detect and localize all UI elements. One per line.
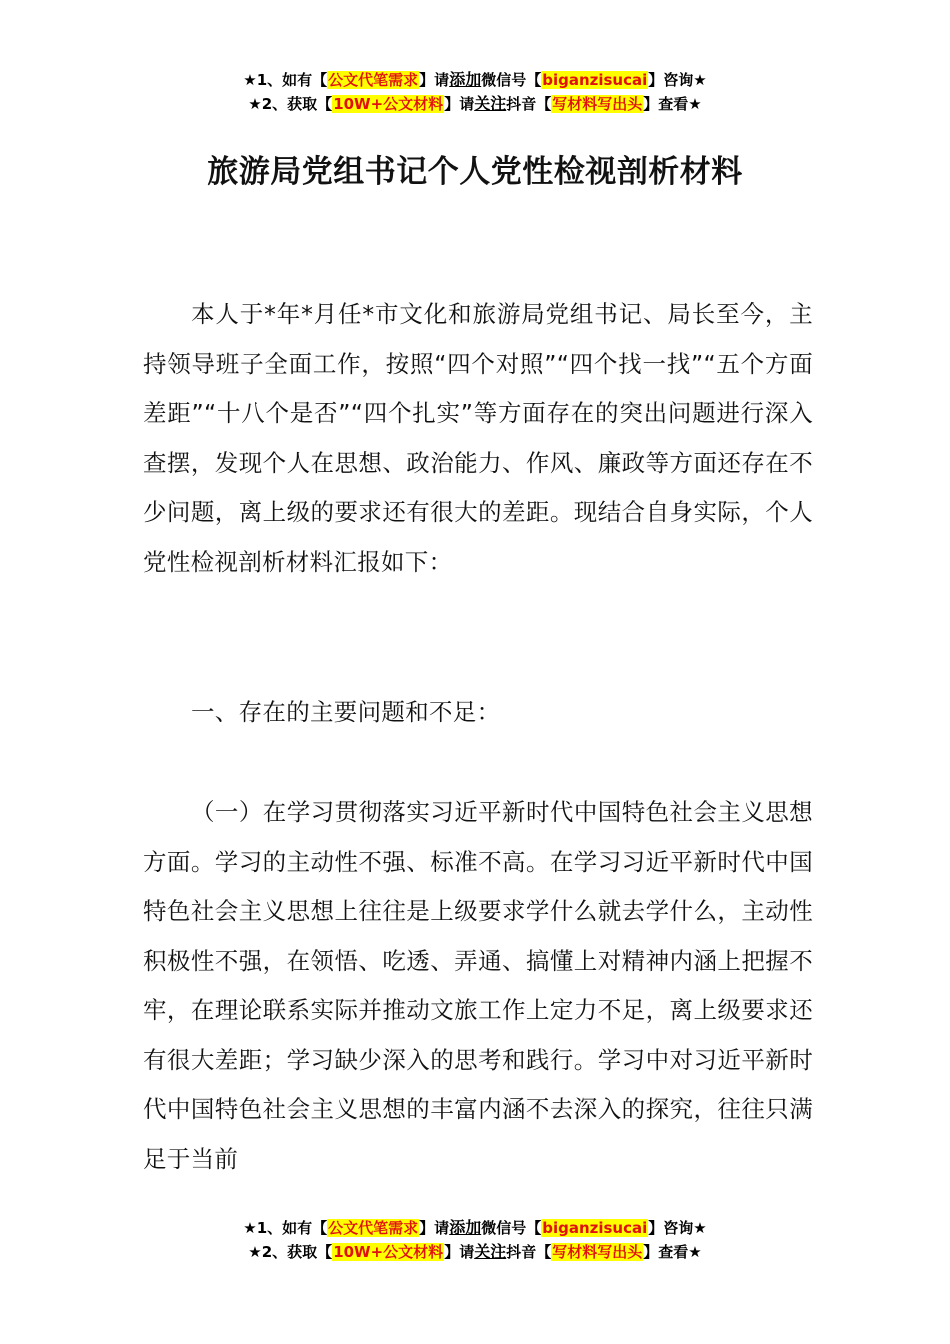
highlight-douyin-id: 写材料写出头: [552, 1243, 643, 1261]
highlight-service: 公文代笔需求: [328, 71, 419, 89]
banner-line-2: ★2、获取【10W+公文材料】请关注抖音【写材料写出头】查看★: [248, 94, 702, 113]
top-banner: [0, 68, 950, 116]
highlight-materials: 10W+公文材料: [333, 1243, 444, 1261]
banner-line-1: ★1、如有【公文代笔需求】请添加微信号【biganzisucai】咨询★: [243, 70, 707, 89]
highlight-wechat-id: biganzisucai: [542, 71, 648, 89]
banner-line-1: ★1、如有【公文代笔需求】请添加微信号【biganzisucai】咨询★: [243, 1218, 707, 1237]
highlight-service: 公文代笔需求: [328, 1219, 419, 1237]
section-heading: 一、存在的主要问题和不足：: [191, 698, 501, 726]
document-title: 旅游局党组书记个人党性检视剖析材料: [207, 154, 743, 190]
highlight-materials: 10W+公文材料: [333, 95, 444, 113]
bottom-banner: [0, 1216, 950, 1264]
section-paragraph: （一）在学习贯彻落实习近平新时代中国特色社会主义思想方面。学习的主动性不强、标准不高。在学习习近平新时代中国特色社会主义思想上往往是上级要求学什么就去学什么，主动性积极性不强，在领悟、吃透、弄通、搞懂上对精神内涵上把握不牢，在理论联系实际并推动文旅工作上定力不足，离上级要求还有很大差距；学习缺少深入的思考和践行。学习中对习近平新时代中国特色社会主义思想的丰富内涵不去深入的探究，往往只满足于当前: [143, 798, 813, 1173]
highlight-douyin-id: 写材料写出头: [552, 95, 643, 113]
banner-line-2: ★2、获取【10W+公文材料】请关注抖音【写材料写出头】查看★: [248, 1242, 702, 1261]
intro-paragraph: 本人于*年*月任*市文化和旅游局党组书记、局长至今，主持领导班子全面工作，按照“四个对照”“四个找一找”“五个方面差距”“十八个是否”“四个扎实”等方面存在的突出问题进行深入查摆，发现个人在思想、政治能力、作风、廉政等方面还存在不少问题，离上级的要求还有很大的差距。现结合自身实际，个人党性检视剖析材料汇报如下：: [143, 300, 813, 576]
highlight-wechat-id: biganzisucai: [542, 1219, 648, 1237]
